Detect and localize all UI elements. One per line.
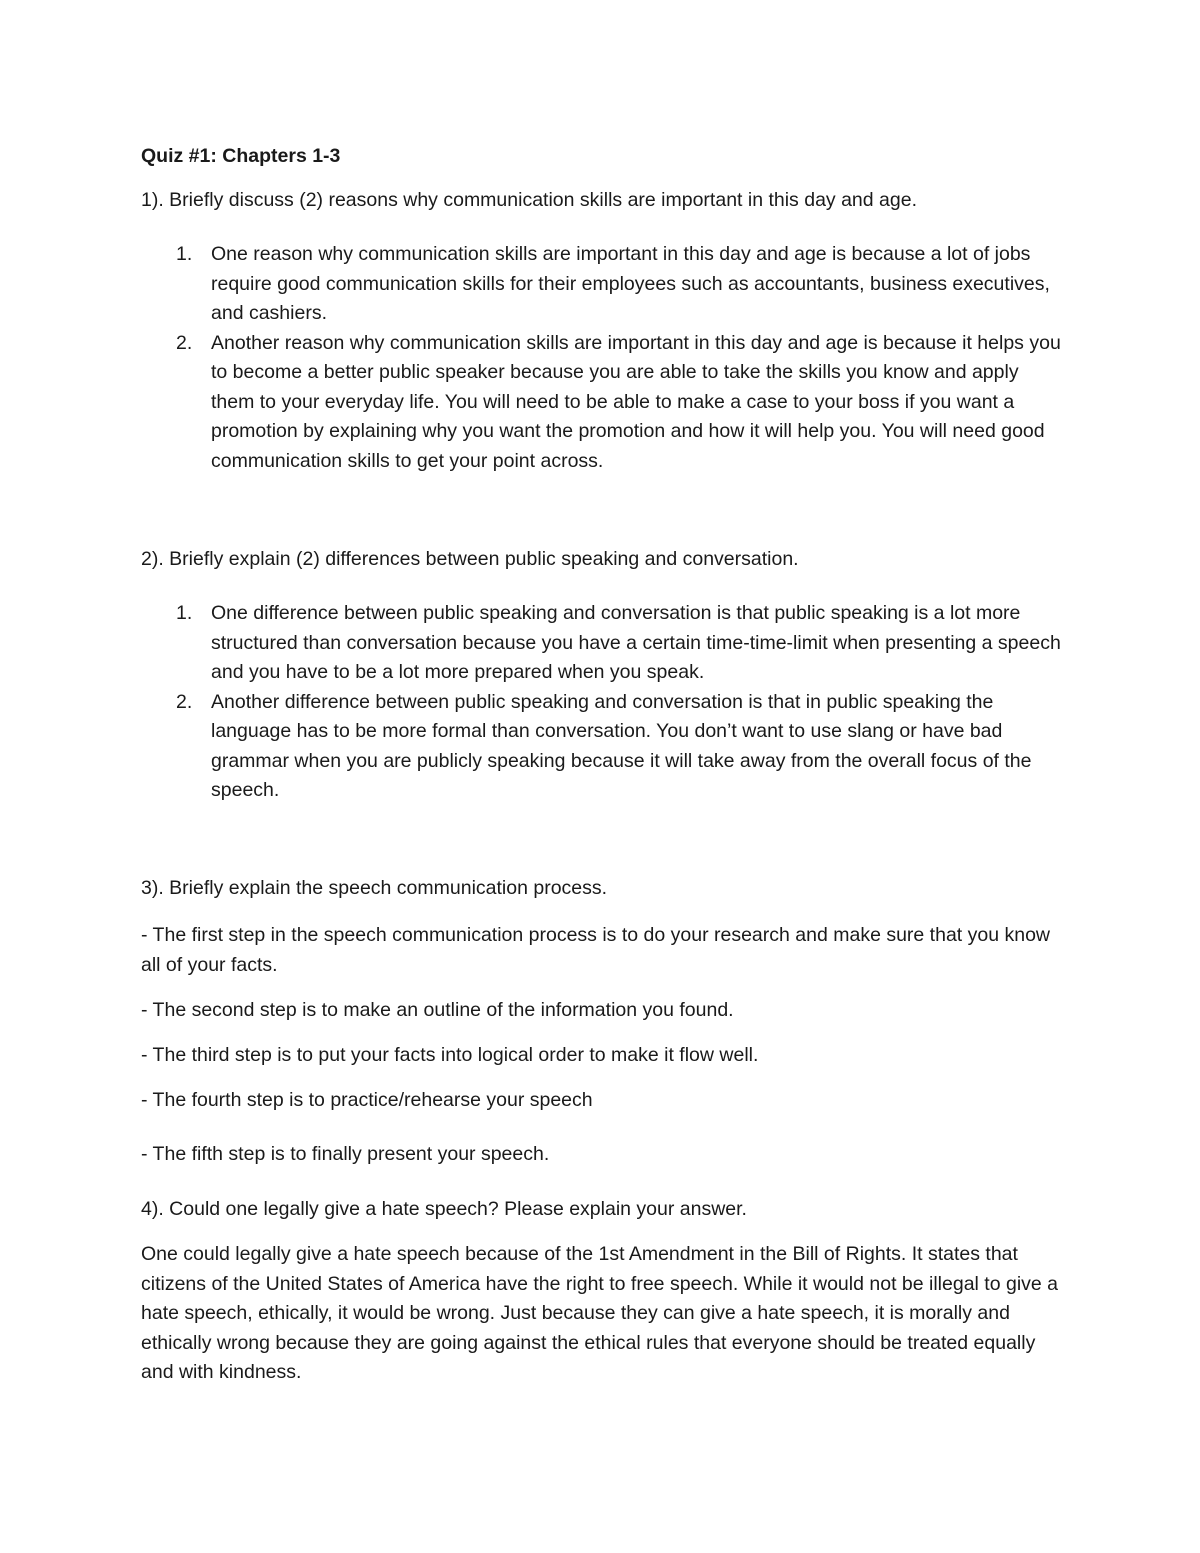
step-item: - The second step is to make an outline of the information you found. <box>141 999 734 1021</box>
step-item: - The first step in the speech communication process is to do your research and make sure that you know all of your facts. <box>141 924 1051 976</box>
list-item <box>141 240 1061 329</box>
step-item: - The fifth step is to finally present your speech. <box>141 1143 550 1165</box>
list-number: 1. <box>176 243 193 265</box>
answer-text: One reason why communication skills are important in this day and age is because a lot of jobs require good communication skills for their employees such as accountants, business executives, and cashiers. <box>211 243 1050 324</box>
question-1: 1). Briefly discuss (2) reasons why communication skills are important in this day and age. <box>141 189 917 211</box>
question-1-answers <box>141 240 1061 476</box>
list-item <box>141 329 1061 477</box>
step-item: - The third step is to put your facts into logical order to make it flow well. <box>141 1044 759 1066</box>
question-4: 4). Could one legally give a hate speech? Please explain your answer. <box>141 1198 747 1220</box>
question-2-answers <box>141 599 1061 806</box>
answer-text: One difference between public speaking and conversation is that public speaking is a lot more structured than conversation because you have a certain time-time-limit when presenting a speech and you have to be a lot more prepared when you speak. <box>211 602 1061 683</box>
list-number: 2. <box>176 690 193 713</box>
list-number: 1. <box>176 602 193 624</box>
list-number: 2. <box>176 331 193 354</box>
question-2: 2). Briefly explain (2) differences between public speaking and conversation. <box>141 548 799 570</box>
answer-text: Another difference between public speaking and conversation is that in public speaking the language has to be more formal than conversation. You don’t want to use slang or have bad grammar when you are publicly speaking because it will take away from the overall focus of the speech. <box>211 690 1032 801</box>
list-item <box>141 599 1061 688</box>
question-3: 3). Briefly explain the speech communication process. <box>141 877 608 899</box>
step-item: - The fourth step is to practice/rehearse your speech <box>141 1089 593 1111</box>
list-item <box>141 688 1061 806</box>
answer-text: Another reason why communication skills are important in this day and age is because it helps you to become a better public speaker because you are able to take the skills you know and apply them to your everyday life. You will need to be able to make a case to your boss if you want a promotion by explaining why you want the promotion and how it will help you. You will need good communication skills to get your point across. <box>211 331 1061 472</box>
question-4-answer: One could legally give a hate speech because of the 1st Amendment in the Bill of Rights. It states that citizens of the United States of America have the right to free speech. While it would not be illegal to give a hate speech, ethically, it would be wrong. Just because they can give a hate speech, it is morally and ethically wrong because they are going against the ethical rules that everyone should be treated equally and with kindness. <box>141 1243 1059 1383</box>
page-title: Quiz #1: Chapters 1-3 <box>141 145 341 167</box>
